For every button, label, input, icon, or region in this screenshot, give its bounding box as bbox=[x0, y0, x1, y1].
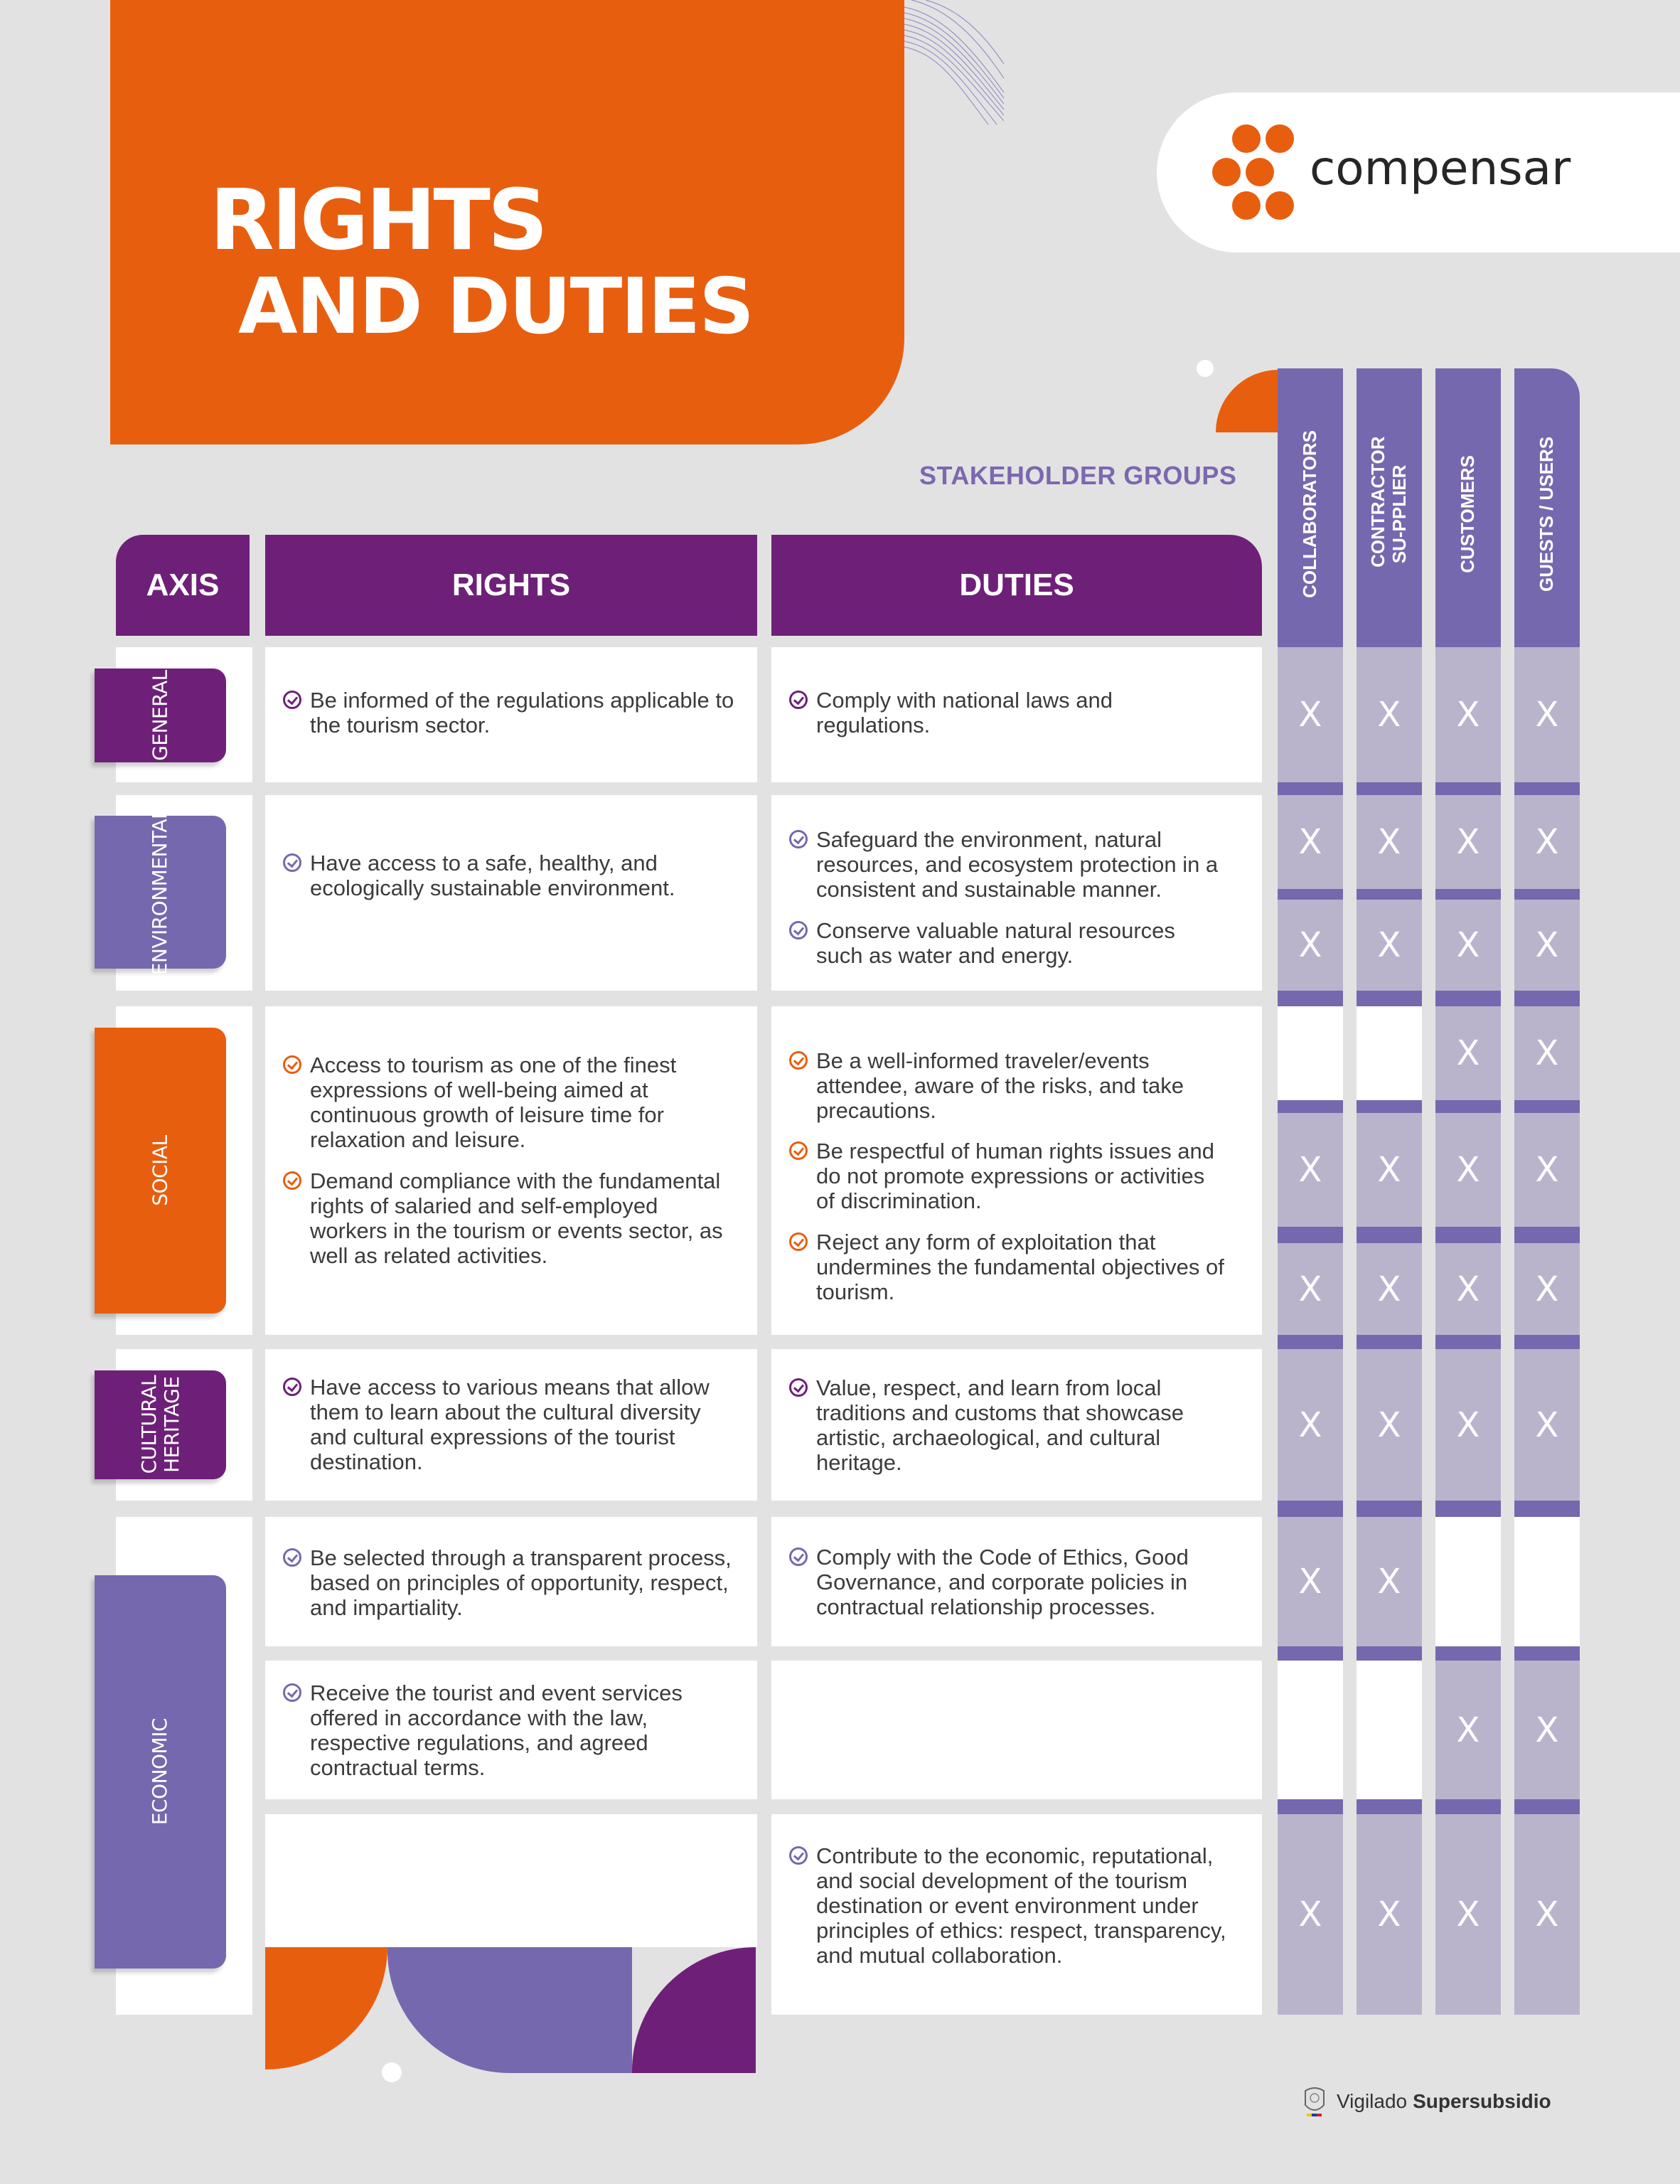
matrix-mark-x: X bbox=[1435, 1113, 1501, 1227]
duty-item: Safeguard the environment, natural resources, and ecosystem protection in a consistent and sustainable manner. bbox=[789, 827, 1250, 902]
duty-item: Contribute to the economic, reputational, and social development of the tourism destination or event environment under principles of ethics: respect, transparency, and mutual collaboration. bbox=[789, 1843, 1229, 1968]
check-circle-icon bbox=[283, 691, 301, 709]
matrix-mark-x: X bbox=[1278, 1814, 1343, 2015]
column-header-duties: DUTIES bbox=[771, 535, 1262, 636]
right-item: Access to tourism as one of the finest expressions of well-being aimed at continuous growth of leisure time for relaxation and leisure. bbox=[283, 1053, 744, 1152]
check-circle-icon bbox=[789, 1141, 808, 1160]
matrix-mark-x: X bbox=[1357, 647, 1422, 782]
right-item: Receive the tourist and event services offered in accordance with the law, respective regulations, and agreed contractual terms. bbox=[283, 1680, 708, 1780]
matrix-mark-x: X bbox=[1435, 1349, 1501, 1501]
axis-label-cultural-heritage: CULTURAL HERITAGE bbox=[137, 1375, 183, 1474]
rights-cell-economic-3 bbox=[265, 1814, 757, 1947]
stakeholder-label-customers: CUSTOMERS bbox=[1457, 455, 1479, 573]
matrix-mark-x: X bbox=[1514, 647, 1580, 782]
brand-name: compensar bbox=[1310, 141, 1571, 196]
right-item: Demand compliance with the fundamental rights of salaried and self-employed workers in the tourism or events sector, as well as related activities. bbox=[283, 1168, 737, 1268]
axis-tab-social bbox=[95, 1028, 226, 1314]
wave-lines-decoration bbox=[904, 0, 1004, 124]
check-circle-icon bbox=[283, 853, 301, 872]
check-circle-icon bbox=[789, 921, 808, 939]
check-circle-icon bbox=[283, 1378, 301, 1396]
column-header-rights: RIGHTS bbox=[265, 535, 757, 636]
matrix-empty-cell bbox=[1278, 1661, 1343, 1799]
axis-tab-environmental bbox=[95, 809, 226, 976]
matrix-mark-x: X bbox=[1435, 1661, 1501, 1799]
matrix-mark-x: X bbox=[1357, 1814, 1422, 2015]
matrix-empty-cell bbox=[1357, 1006, 1422, 1100]
matrix-mark-x: X bbox=[1514, 1661, 1580, 1799]
quarter-circle-decoration bbox=[1216, 370, 1280, 432]
footer-prefix: Vigilado bbox=[1337, 2090, 1408, 2112]
right-item: Be selected through a transparent process, based on principles of opportunity, respect, and impartiality. bbox=[283, 1545, 737, 1620]
duty-item: Conserve valuable natural resources such as water and energy. bbox=[789, 918, 1214, 968]
page-title-line2: AND DUTIES bbox=[238, 262, 753, 351]
axis-label-environmental: ENVIRONMENTAL bbox=[148, 809, 172, 976]
axis-tab-cultural-heritage bbox=[95, 1370, 226, 1479]
matrix-mark-x: X bbox=[1278, 1349, 1343, 1501]
matrix-mark-x: X bbox=[1278, 1243, 1343, 1335]
duty-item: Comply with national laws and regulations. bbox=[789, 688, 1229, 737]
right-item: Be informed of the regulations applicable to the tourism sector. bbox=[283, 688, 737, 737]
axis-label-general: GENERAL bbox=[148, 670, 172, 761]
check-circle-icon bbox=[789, 1378, 808, 1397]
axis-tab-economic bbox=[95, 1575, 226, 1969]
column-header-axis: AXIS bbox=[116, 535, 250, 636]
matrix-mark-x: X bbox=[1514, 900, 1580, 991]
check-circle-icon bbox=[789, 1548, 808, 1566]
matrix-mark-x: X bbox=[1357, 1243, 1422, 1335]
matrix-mark-x: X bbox=[1514, 1243, 1580, 1335]
decorative-dot bbox=[1197, 360, 1214, 377]
check-circle-icon bbox=[789, 1051, 808, 1070]
matrix-mark-x: X bbox=[1357, 795, 1422, 889]
matrix-mark-x: X bbox=[1435, 1243, 1501, 1335]
matrix-mark-x: X bbox=[1514, 1349, 1580, 1501]
duty-item: Be respectful of human rights issues and do not promote expressions or activities of discrimination. bbox=[789, 1139, 1229, 1213]
compensar-logo-icon bbox=[1212, 124, 1312, 220]
matrix-empty-cell bbox=[1278, 1006, 1343, 1100]
stakeholder-label-guests: GUESTS / USERS bbox=[1536, 436, 1558, 592]
matrix-mark-x: X bbox=[1357, 1113, 1422, 1227]
stakeholder-label-contractor: CONTRACTOR SU-PPLIER bbox=[1367, 436, 1410, 568]
matrix-empty-cell bbox=[1514, 1517, 1580, 1646]
duty-item: Be a well-informed traveler/events attendee, aware of the risks, and take precautions. bbox=[789, 1048, 1236, 1123]
axis-tab-general bbox=[95, 668, 226, 762]
matrix-empty-cell bbox=[1435, 1517, 1501, 1646]
check-circle-icon bbox=[283, 1683, 301, 1702]
matrix-mark-x: X bbox=[1435, 1006, 1501, 1100]
matrix-mark-x: X bbox=[1357, 900, 1422, 991]
footer-seal bbox=[1300, 2084, 1551, 2119]
duty-item: Value, respect, and learn from local traditions and customs that showcase artistic, archaeological, and cultural heritage. bbox=[789, 1375, 1250, 1475]
matrix-mark-x: X bbox=[1278, 795, 1343, 889]
check-circle-icon bbox=[283, 1171, 301, 1190]
matrix-empty-cell bbox=[1357, 1661, 1422, 1799]
check-circle-icon bbox=[789, 691, 808, 709]
check-circle-icon bbox=[283, 1548, 301, 1567]
matrix-mark-x: X bbox=[1278, 647, 1343, 782]
matrix-mark-x: X bbox=[1278, 900, 1343, 991]
right-item: Have access to various means that allow them to learn about the cultural diversity and cultural expressions of the tourist destination. bbox=[283, 1375, 722, 1474]
matrix-mark-x: X bbox=[1514, 1113, 1580, 1227]
matrix-mark-x: X bbox=[1514, 1814, 1580, 2015]
duty-item: Comply with the Code of Ethics, Good Governance, and corporate policies in contractual relationship processes. bbox=[789, 1545, 1243, 1619]
footer-brand: Supersubsidio bbox=[1413, 2090, 1551, 2112]
geometric-decoration bbox=[265, 1947, 756, 2073]
axis-label-economic: ECONOMIC bbox=[148, 1718, 172, 1826]
axis-label-social: SOCIAL bbox=[148, 1135, 172, 1206]
matrix-mark-x: X bbox=[1357, 1349, 1422, 1501]
stakeholder-label-collaborators: COLLABORATORS bbox=[1299, 430, 1321, 598]
duties-cell-economic-2 bbox=[771, 1661, 1262, 1799]
matrix-mark-x: X bbox=[1278, 1517, 1343, 1646]
matrix-mark-x: X bbox=[1278, 1113, 1343, 1227]
matrix-mark-x: X bbox=[1435, 1814, 1501, 2015]
matrix-mark-x: X bbox=[1435, 900, 1501, 991]
right-item: Have access to a safe, healthy, and ecologically sustainable environment. bbox=[283, 851, 708, 900]
check-circle-icon bbox=[789, 1846, 808, 1865]
matrix-mark-x: X bbox=[1435, 647, 1501, 782]
matrix-mark-x: X bbox=[1435, 795, 1501, 889]
check-circle-icon bbox=[283, 1055, 301, 1074]
stakeholder-groups-label: STAKEHOLDER GROUPS bbox=[919, 461, 1237, 490]
matrix-mark-x: X bbox=[1514, 1006, 1580, 1100]
check-circle-icon bbox=[789, 1232, 808, 1251]
page-title-line1: RIGHTS bbox=[210, 171, 545, 269]
coat-of-arms-icon bbox=[1300, 2084, 1329, 2119]
matrix-mark-x: X bbox=[1357, 1517, 1422, 1646]
matrix-mark-x: X bbox=[1514, 795, 1580, 889]
duty-item: Reject any form of exploitation that undermines the fundamental objectives of tourism. bbox=[789, 1230, 1257, 1304]
check-circle-icon bbox=[789, 830, 808, 848]
decorative-dot bbox=[382, 2062, 402, 2082]
